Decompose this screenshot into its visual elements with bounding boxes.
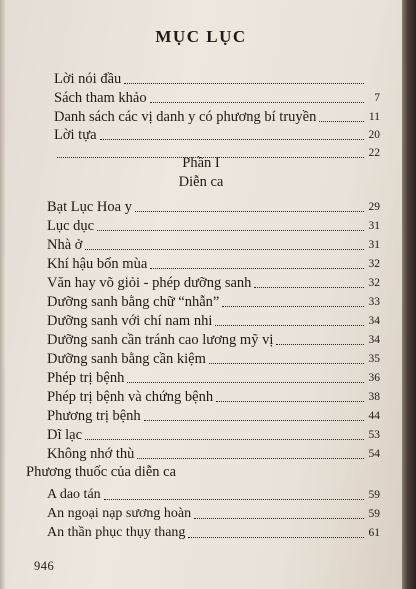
toc-entry	[47, 424, 380, 444]
toc-entry-title: Không nhớ thù	[47, 446, 135, 462]
toc-entry-title: Dưỡng sanh cần tránh cao lương mỹ vị	[47, 332, 274, 348]
toc-entry-title: Phương trị bệnh	[47, 408, 141, 424]
toc-entry-title: Phép trị bệnh	[47, 370, 125, 386]
toc-entry	[47, 272, 380, 292]
dot-leader	[209, 363, 364, 364]
toc-entry-page: 44	[368, 410, 380, 422]
toc-entry-page: 54	[368, 448, 380, 460]
page-number: 946	[34, 559, 55, 573]
toc-entry-page: 20	[368, 129, 380, 141]
toc-entry-title: An thần phục thụy thang	[47, 525, 186, 540]
dot-leader	[188, 537, 364, 538]
toc-entry-page: 32	[368, 277, 380, 289]
toc-entry	[47, 215, 380, 235]
toc-entry	[47, 386, 380, 406]
toc-entry-title: Dưỡng sanh bằng chữ “nhẫn”	[47, 294, 220, 310]
toc-entry	[47, 329, 380, 349]
toc-entry-page: 31	[368, 239, 380, 251]
dot-leader	[85, 439, 364, 440]
toc-entry-page: 29	[368, 201, 380, 213]
toc-entry-page: 34	[368, 334, 380, 346]
dot-leader	[104, 499, 364, 500]
toc-entry	[47, 291, 380, 311]
dot-leader	[216, 401, 364, 402]
dot-leader	[319, 121, 364, 122]
toc-entry-title: Lời nói đầu	[54, 71, 122, 87]
toc-entry-page: 53	[368, 429, 380, 441]
toc-entry	[47, 196, 380, 216]
toc-entry-title: Dưỡng sanh với chí nam nhi	[47, 313, 213, 329]
dot-leader	[150, 102, 364, 103]
toc-entry-page: 33	[368, 296, 380, 308]
toc-entry-title: A dao tán	[47, 487, 101, 502]
toc-entry-page: 38	[368, 391, 380, 403]
toc-entry-title: Sách tham khảo	[54, 90, 147, 106]
toc-entry	[47, 443, 380, 463]
toc-entry	[47, 253, 380, 273]
dot-leader	[137, 458, 364, 459]
toc-entry-page: 32	[368, 258, 380, 270]
toc-entry-page: 7	[374, 92, 380, 104]
book-edge	[402, 0, 416, 589]
section-heading: Phương thuốc của diễn ca	[26, 464, 177, 480]
dot-leader	[135, 211, 364, 212]
dot-leader	[144, 420, 364, 421]
toc-entry-page: 11	[368, 111, 380, 123]
dot-leader	[97, 230, 364, 231]
toc-entry-title: An ngoại nạp sương hoàn	[47, 506, 192, 521]
toc-entry-page: 59	[368, 508, 380, 520]
dot-leader	[85, 249, 364, 250]
toc-entry-page: 36	[368, 372, 380, 384]
page-title: MỤC LỤC	[155, 27, 247, 46]
toc-entry	[54, 124, 380, 144]
toc-entry-title: Phép trị bệnh và chứng bệnh	[47, 389, 214, 405]
dot-leader	[124, 83, 364, 84]
toc-entry-page: 35	[368, 353, 380, 365]
toc-entry-title: Lục dục	[47, 218, 95, 234]
toc-entry-title: Khí hậu bốn mùa	[47, 256, 148, 272]
toc-entry-title: Bạt Lục Hoa y	[47, 199, 132, 215]
toc-entry	[47, 405, 380, 425]
toc-entry	[54, 68, 380, 88]
toc-entry	[47, 348, 380, 368]
toc-entry-title: Lời tựa	[54, 127, 97, 143]
toc-entry	[47, 503, 380, 523]
toc-entry-page: 61	[368, 527, 380, 539]
toc-entry	[47, 234, 380, 254]
part-subheading: Diễn ca	[178, 174, 224, 190]
toc-entry-title: Nhà ở	[47, 237, 83, 253]
toc-entry	[47, 522, 380, 542]
dot-leader	[127, 382, 364, 383]
dot-leader	[222, 306, 364, 307]
toc-entry-title: Dưỡng sanh bằng cần kiệm	[47, 351, 206, 367]
toc-entry-page: 22	[368, 147, 380, 159]
toc-entry-page: 59	[368, 489, 380, 501]
dot-leader	[194, 518, 364, 519]
toc-entry-title: Danh sách các vị danh y có phương bí truyền	[54, 109, 317, 125]
dot-leader	[100, 139, 364, 140]
toc-entry-title: Văn hay võ giỏi - phép dưỡng sanh	[47, 275, 252, 291]
toc-entry	[54, 87, 380, 107]
toc-entry-title: Dĩ lạc	[47, 427, 83, 443]
part-heading: Phần I	[182, 155, 220, 171]
dot-leader	[254, 287, 364, 288]
dot-leader	[215, 325, 364, 326]
dot-leader	[150, 268, 364, 269]
toc-entry-page: 34	[368, 315, 380, 327]
toc-entry-page: 31	[368, 220, 380, 232]
toc-entry	[54, 106, 380, 126]
toc-entry	[47, 310, 380, 330]
toc-entry	[47, 484, 380, 504]
dot-leader	[276, 344, 364, 345]
toc-entry	[47, 367, 380, 387]
